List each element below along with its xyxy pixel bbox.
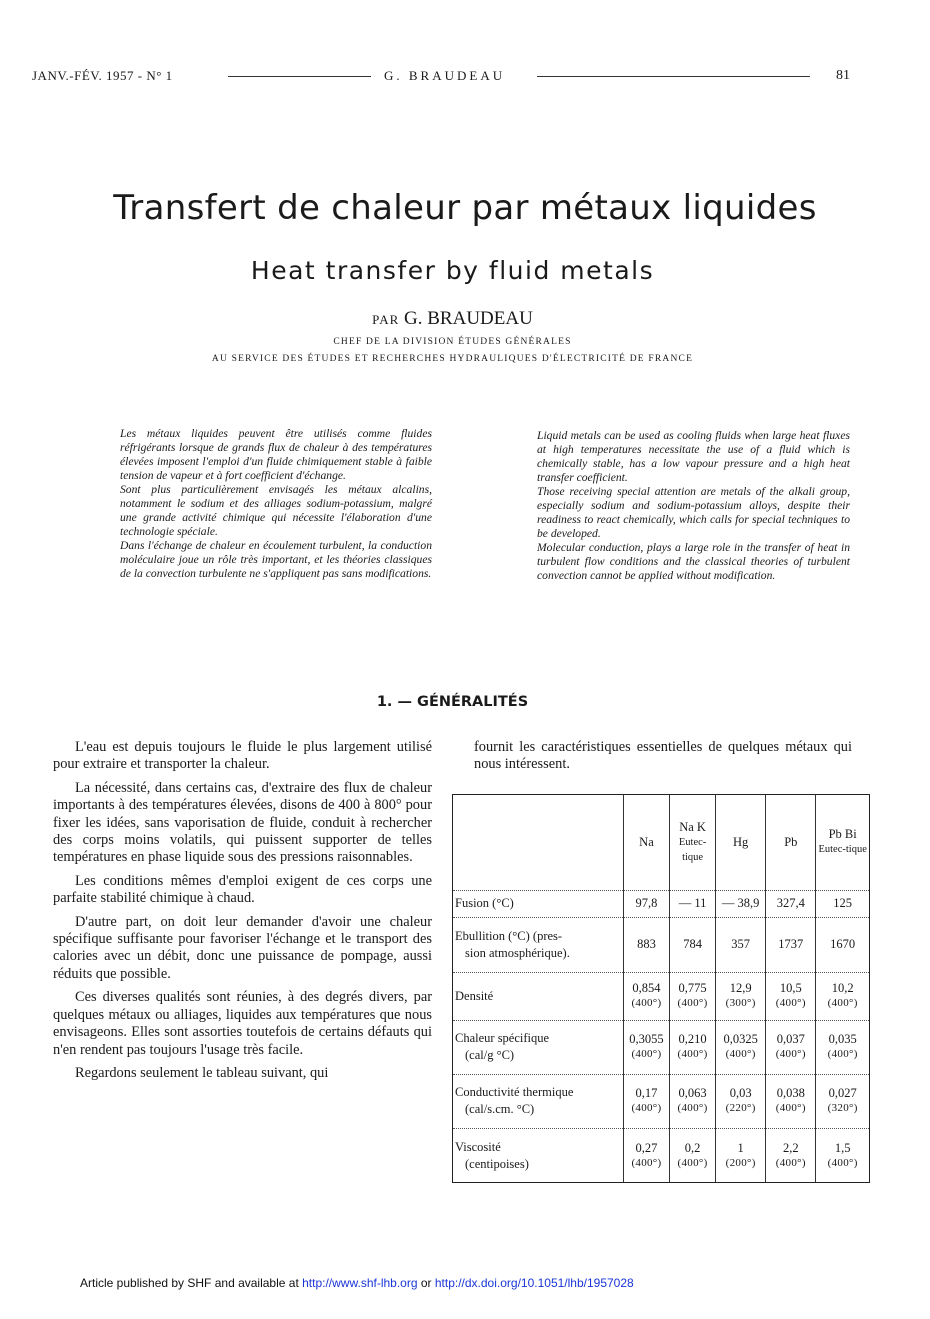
cell-temperature: (400°)	[775, 1048, 806, 1061]
cell-value: 0,3055	[629, 1032, 664, 1047]
table-cell	[766, 918, 816, 972]
author-name: G. BRAUDEAU	[404, 308, 533, 329]
body-paragraph: L'eau est depuis toujours le fluide le plus largement utilisé pour extraire et transporter la chaleur.	[53, 739, 432, 773]
body-paragraph: Regardons seulement le tableau suivant, qui	[75, 1064, 329, 1081]
cell-value: 0,03	[729, 1086, 752, 1101]
cell-temperature: (320°)	[827, 1102, 858, 1115]
row-label	[453, 1020, 623, 1074]
cell-temperature: (400°)	[827, 997, 858, 1010]
cell-temperature: (400°)	[631, 997, 662, 1010]
table-row	[453, 1020, 869, 1074]
column-header-pb	[766, 795, 816, 890]
row-label-line: Ebullition (°C) (pres-	[455, 928, 563, 943]
footer-link-doi[interactable]: http://dx.doi.org/10.1051/lhb/1957028	[434, 1276, 634, 1290]
column-header-sublabel: Eutec-tique	[818, 844, 867, 856]
cell-value: 357	[731, 937, 751, 952]
column-header-label: Pb	[784, 834, 798, 849]
running-header-author: G. BRAUDEAU	[384, 68, 506, 83]
cell-value: 0,854	[632, 981, 661, 996]
cell-value: 0,027	[828, 1086, 857, 1101]
cell-value: 10,5	[779, 981, 802, 996]
header-rule-right	[537, 76, 810, 77]
cell-temperature: (400°)	[677, 1102, 708, 1115]
column-header-label: Hg	[733, 834, 749, 849]
cell-value: 125	[833, 896, 853, 911]
footer-prefix: Article published by SHF and available at	[80, 1276, 303, 1290]
metal-properties-table	[452, 794, 870, 1183]
table-cell	[716, 1129, 766, 1183]
abstract-en-paragraph: Molecular conduction, plays a large role in the transfer of heat in turbulent flow conditions and the classical theories of turbulent convection cannot be applied without modification.	[537, 541, 850, 582]
row-label	[453, 972, 623, 1020]
row-label	[453, 918, 623, 972]
cell-value: 97,8	[635, 896, 658, 911]
cell-temperature: (300°)	[725, 997, 756, 1010]
table-cell	[816, 1129, 869, 1183]
row-label-line: Fusion (°C)	[455, 896, 514, 911]
table-cell	[716, 1020, 766, 1074]
article-title-french: Transfert de chaleur par métaux liquides	[113, 188, 817, 228]
body-column-right	[474, 739, 852, 780]
cell-temperature: (400°)	[677, 1156, 708, 1169]
abstract-fr-paragraph: Sont plus particulièrement envisagés les métaux alcalins, notamment le sodium et des alliages sodium-potassium, malgré une grande activité chimique qui nécessite l'élaboration d'une technologie spéciale.	[120, 483, 432, 538]
table-cell	[670, 918, 716, 972]
cell-value: 0,17	[635, 1086, 658, 1101]
table-cell	[670, 890, 716, 918]
column-header-label: Pb Bi	[828, 827, 857, 842]
row-label-line: (centipoises)	[465, 1156, 529, 1171]
table-row	[453, 1129, 869, 1183]
running-header-issue: JANV.-FÉV. 1957 - N° 1	[32, 68, 173, 83]
body-paragraph: Ces diverses qualités sont réunies, à des degrés divers, par quelques métaux ou alliages, liquides aux températures que nous envisageons. Elles sont assorties toutefois de certains défauts qui n'en rendent pas toujours l'usage très facile.	[53, 989, 432, 1058]
cell-value: 0,2	[684, 1140, 701, 1155]
table-cell	[623, 918, 669, 972]
column-header-label: Na	[639, 834, 654, 849]
cell-value: 10,2	[831, 981, 854, 996]
cell-value: 327,4	[776, 896, 805, 911]
cell-temperature: (400°)	[775, 1156, 806, 1169]
cell-temperature: (400°)	[631, 1102, 662, 1115]
row-label-line: (cal/s.cm. °C)	[465, 1102, 535, 1117]
table-header-row	[453, 795, 869, 890]
table-cell	[623, 1020, 669, 1074]
cell-temperature: (400°)	[631, 1156, 662, 1169]
table-cell	[816, 918, 869, 972]
table-cell	[623, 1129, 669, 1183]
table-cell	[623, 1074, 669, 1128]
cell-value: 784	[683, 937, 702, 952]
author-affiliation-2: AU SERVICE DES ÉTUDES ET RECHERCHES HYDRAULIQUES D'ÉLECTRICITÉ DE FRANCE	[211, 354, 694, 364]
body-paragraph: Les conditions mêmes d'emploi exigent de ces corps une parfaite stabilité chimique à chaud.	[53, 872, 432, 907]
footer-or: or	[417, 1276, 435, 1290]
cell-value: 2,2	[782, 1140, 799, 1155]
cell-value: 0,0325	[723, 1032, 758, 1047]
table-cell	[670, 1020, 716, 1074]
table-cell	[670, 972, 716, 1020]
cell-value: 0,038	[776, 1086, 805, 1101]
column-header-sublabel: Eutec-tique	[678, 836, 707, 863]
column-header-label: Na K	[679, 819, 706, 834]
table-cell	[716, 1074, 766, 1128]
cell-temperature: (220°)	[725, 1102, 756, 1115]
table-cell	[816, 1074, 869, 1128]
cell-value: 0,210	[678, 1032, 707, 1047]
abstract-english	[537, 429, 850, 583]
row-label-line: sion atmosphérique).	[465, 945, 570, 960]
cell-value: 12,9	[729, 981, 752, 996]
abstract-fr-paragraph: Les métaux liquides peuvent être utilisés comme fluides réfrigérants lorsque de grands flux de chaleur à des températures élevées imposent l'emploi d'un fluide chimiquement stable à faible tension de vapeur et à fort coefficient d'échange.	[120, 427, 432, 482]
publication-footer	[80, 1276, 634, 1290]
body-paragraph: fournit les caractéristiques essentielles de quelques métaux qui nous intéressent.	[474, 739, 852, 773]
cell-temperature: (400°)	[677, 997, 708, 1010]
row-label-line: Viscosité	[455, 1139, 501, 1154]
byline-par: PAR	[372, 312, 400, 327]
cell-value: 1	[737, 1140, 744, 1155]
table-cell	[816, 972, 869, 1020]
cell-value: 0,035	[828, 1032, 857, 1047]
cell-temperature: (400°)	[775, 1102, 806, 1115]
table-cell	[670, 1074, 716, 1128]
section-heading: 1. — GÉNÉRALITÉS	[376, 694, 529, 710]
abstract-en-paragraph: Those receiving special attention are metals of the alkali group, especially sodium and sodium-potassium alloys, despite their readiness to react chemically, which calls for special techniques to be developed.	[537, 485, 850, 540]
row-label	[453, 890, 623, 918]
table-cell	[716, 972, 766, 1020]
table-cell	[766, 890, 816, 918]
body-column-left	[53, 739, 432, 1088]
table-cell	[766, 972, 816, 1020]
cell-value: 883	[637, 937, 656, 952]
page-number: 81	[836, 68, 850, 83]
abstract-en-paragraph: Liquid metals can be used as cooling fluids when large heat fluxes at high temperatures necessitate the use of a fluid which is chemically stable, has a low vapour pressure and a high heat transfer coefficient.	[537, 429, 850, 484]
table-row	[453, 1074, 869, 1128]
table-row	[453, 972, 869, 1020]
cell-value: 1,5	[834, 1140, 851, 1155]
column-header-na	[623, 795, 669, 890]
row-label-line: Chaleur spécifique	[455, 1031, 550, 1046]
cell-value: 0,27	[635, 1140, 658, 1155]
table-cell	[623, 890, 669, 918]
row-label-line: Conductivité thermique	[455, 1085, 574, 1100]
cell-temperature: (400°)	[631, 1048, 662, 1061]
table-cell	[670, 1129, 716, 1183]
table-cell	[766, 1074, 816, 1128]
table-corner-cell	[453, 795, 623, 890]
row-label-line: Densité	[455, 988, 494, 1003]
cell-temperature: (200°)	[725, 1156, 756, 1169]
article-title-english: Heat transfer by fluid metals	[250, 256, 655, 285]
cell-temperature: (400°)	[827, 1156, 858, 1169]
abstract-fr-paragraph: Dans l'échange de chaleur en écoulement turbulent, la conduction moléculaire joue un rôle très important, et les théories classiques de la convection turbulente ne s'appliquent pas sans modifications.	[120, 539, 432, 580]
cell-value: — 38,9	[721, 896, 760, 911]
table-body	[453, 890, 869, 1182]
table-cell	[716, 890, 766, 918]
row-label	[453, 1074, 623, 1128]
row-label-line: (cal/g °C)	[465, 1048, 515, 1063]
table-cell	[766, 1020, 816, 1074]
cell-value: 0,037	[776, 1032, 805, 1047]
table-row	[453, 918, 869, 972]
table-row	[453, 890, 869, 918]
table-cell	[816, 1020, 869, 1074]
abstract-french	[120, 427, 432, 581]
cell-temperature: (400°)	[725, 1048, 756, 1061]
cell-value: 1737	[778, 937, 804, 952]
row-label	[453, 1129, 623, 1183]
cell-value: 0,775	[678, 981, 707, 996]
byline	[0, 308, 905, 330]
cell-value: — 11	[678, 896, 707, 911]
cell-temperature: (400°)	[677, 1048, 708, 1061]
body-paragraph: La nécessité, dans certains cas, d'extraire des flux de chaleur importants à des températures élevées, disons de 400 à 800° pour fixer les idées, sans vaporisation de fluide, conduit à rechercher des corps moins volatils, qui puissent supporter de telles températures en phase liquide sous des pressions raisonnables.	[53, 779, 432, 866]
table-cell	[816, 890, 869, 918]
table-cell	[623, 972, 669, 1020]
cell-temperature: (400°)	[775, 997, 806, 1010]
author-affiliation-1: CHEF DE LA DIVISION ÉTUDES GÉNÉRALES	[333, 337, 572, 347]
column-header-nak	[670, 795, 716, 890]
table-cell	[766, 1129, 816, 1183]
cell-temperature: (400°)	[827, 1048, 858, 1061]
body-paragraph: D'autre part, on doit leur demander d'avoir une chaleur spécifique suffisante pour favoriser l'échange et le transport des calories avec un débit, donc une puissance de pompage, aussi réduits que possible.	[53, 913, 432, 982]
header-rule-left	[228, 76, 371, 77]
column-header-pbbi	[816, 795, 869, 890]
column-header-hg	[716, 795, 766, 890]
cell-value: 0,063	[678, 1086, 707, 1101]
footer-link-shf[interactable]: http://www.shf-lhb.org	[302, 1276, 418, 1290]
cell-value: 1670	[830, 937, 856, 952]
table-cell	[716, 918, 766, 972]
